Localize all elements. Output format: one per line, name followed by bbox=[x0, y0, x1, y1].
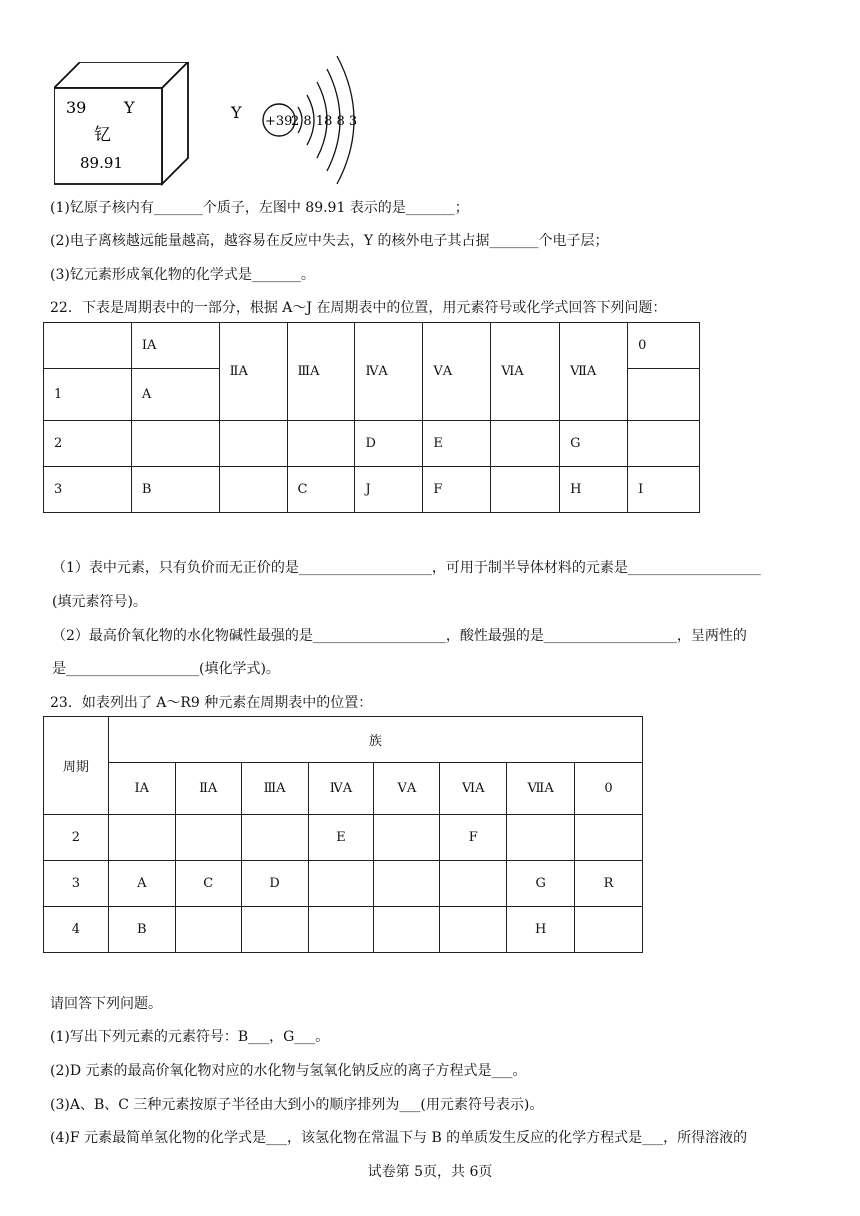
q23-intro: 请回答下列问题。 bbox=[50, 996, 162, 1012]
q23-group-label: 族 bbox=[108, 717, 642, 763]
q22-period-cell: 1 bbox=[44, 369, 132, 421]
q22-header-cell: ⅡA bbox=[219, 323, 287, 421]
q23-element-cell: A bbox=[108, 861, 175, 907]
q22-element-cell bbox=[628, 421, 700, 467]
q23-element-cell bbox=[241, 907, 308, 953]
q23-element-cell bbox=[374, 861, 440, 907]
q23-group-header: 0 bbox=[575, 763, 643, 815]
page-footer: 试卷第 5页，共 6页 bbox=[367, 1164, 493, 1180]
q22-period-cell: 2 bbox=[44, 421, 132, 467]
q23-element-cell bbox=[175, 907, 241, 953]
q23-part2: (2)D 元素的最高价氧化物对应的水化物与氢氧化钠反应的离子方程式是___。 bbox=[50, 1063, 527, 1079]
q23-element-cell bbox=[507, 815, 575, 861]
q23-period-cell: 4 bbox=[44, 907, 109, 953]
atom-symbol: Y bbox=[231, 103, 242, 122]
q22-sub1-line1: （1）表中元素，只有负价而无正价的是___________________，可用于制半导体材料的元素是___________________ bbox=[52, 560, 761, 576]
q23-element-cell: D bbox=[241, 861, 308, 907]
q23-element-cell: F bbox=[440, 815, 507, 861]
q23-element-cell bbox=[175, 815, 241, 861]
q22-element-cell bbox=[287, 421, 355, 467]
nucleus-charge: +39 bbox=[265, 114, 293, 129]
q22-header-cell: ⅠA bbox=[131, 323, 219, 369]
q23-element-cell bbox=[440, 907, 507, 953]
q23-group-header: ⅢA bbox=[241, 763, 308, 815]
q23-period-cell: 3 bbox=[44, 861, 109, 907]
q23-element-cell: G bbox=[507, 861, 575, 907]
q22-sub2-line2: 是___________________(填化学式)。 bbox=[52, 661, 280, 677]
q22-element-cell: E bbox=[423, 421, 491, 467]
q22-header-cell: 0 bbox=[628, 323, 700, 369]
q22-element-cell: F bbox=[423, 467, 491, 513]
q23-element-cell bbox=[440, 861, 507, 907]
q23-element-cell bbox=[241, 815, 308, 861]
element-card bbox=[54, 62, 194, 186]
q22-element-cell: D bbox=[355, 421, 423, 467]
q23-stem: 23．如表列出了 A～R9 种元素在周期表中的位置： bbox=[50, 695, 373, 711]
q23-element-cell: R bbox=[575, 861, 643, 907]
q22-element-cell bbox=[628, 369, 700, 421]
q23-element-cell bbox=[374, 907, 440, 953]
q23-element-cell bbox=[108, 815, 175, 861]
card-element-name: 钇 bbox=[94, 125, 111, 145]
q22-header-cell: ⅣA bbox=[355, 323, 423, 421]
q23-group-header: ⅠA bbox=[108, 763, 175, 815]
q22-element-cell: C bbox=[287, 467, 355, 513]
q23-periodic-table bbox=[43, 716, 643, 953]
card-atomic-number: 39 bbox=[66, 98, 87, 117]
q23-group-header: ⅦA bbox=[507, 763, 575, 815]
q21-part2: (2)电子离核越远能量越高，越容易在反应中失去，Y 的核外电子其占据_______个电子层； bbox=[50, 233, 609, 249]
q22-sub1-line2: (填元素符号)。 bbox=[52, 594, 147, 610]
q23-part1: (1)写出下列元素的元素符号：B___，G___。 bbox=[50, 1029, 330, 1045]
q22-element-cell bbox=[131, 421, 219, 467]
q23-element-cell: H bbox=[507, 907, 575, 953]
q22-period-cell: 3 bbox=[44, 467, 132, 513]
q22-element-cell: G bbox=[560, 421, 628, 467]
q22-element-cell: I bbox=[628, 467, 700, 513]
q23-element-cell bbox=[575, 815, 643, 861]
q23-period-label: 周期 bbox=[44, 717, 109, 815]
q22-element-cell: H bbox=[560, 467, 628, 513]
q23-element-cell bbox=[308, 907, 374, 953]
q22-header-corner bbox=[44, 323, 132, 369]
q23-group-header: ⅤA bbox=[374, 763, 440, 815]
q23-element-cell bbox=[374, 815, 440, 861]
q22-header-cell: ⅢA bbox=[287, 323, 355, 421]
electron-shells: 2 8 18 8 3 bbox=[291, 114, 358, 129]
q23-element-cell: E bbox=[308, 815, 374, 861]
q22-element-cell: J bbox=[355, 467, 423, 513]
q22-sub2-line1: （2）最高价氧化物的水化物碱性最强的是___________________，酸性最强的是___________________，呈两性的 bbox=[52, 628, 747, 644]
q22-element-cell: B bbox=[131, 467, 219, 513]
q21-part3: (3)钇元素形成氧化物的化学式是_______。 bbox=[50, 267, 315, 283]
q23-group-header: ⅡA bbox=[175, 763, 241, 815]
q22-element-cell bbox=[219, 467, 287, 513]
q22-element-cell: A bbox=[131, 369, 219, 421]
q22-header-cell: ⅤA bbox=[423, 323, 491, 421]
q22-header-cell: ⅥA bbox=[491, 323, 560, 421]
q23-group-header: ⅥA bbox=[440, 763, 507, 815]
q23-element-cell: B bbox=[108, 907, 175, 953]
q22-element-cell bbox=[491, 421, 560, 467]
q23-part3: (3)A、B、C 三种元素按原子半径由大到小的顺序排列为___(用元素符号表示)。 bbox=[50, 1097, 544, 1113]
q22-element-cell bbox=[219, 421, 287, 467]
q23-element-cell: C bbox=[175, 861, 241, 907]
card-atomic-mass: 89.91 bbox=[80, 154, 123, 172]
q23-element-cell bbox=[308, 861, 374, 907]
atomic-structure-diagram bbox=[225, 52, 375, 190]
q22-header-cell: ⅦA bbox=[560, 323, 628, 421]
q23-element-cell bbox=[575, 907, 643, 953]
q23-period-cell: 2 bbox=[44, 815, 109, 861]
q23-group-header: ⅣA bbox=[308, 763, 374, 815]
q22-element-cell bbox=[491, 467, 560, 513]
card-symbol: Y bbox=[124, 98, 135, 117]
q23-part4: (4)F 元素最简单氢化物的化学式是___，该氢化物在常温下与 B 的单质发生反应的化学方程式是___，所得溶液的 bbox=[50, 1130, 748, 1146]
q21-part1: (1)钇原子核内有_______个质子，左图中 89.91 表示的是_______； bbox=[50, 200, 469, 216]
q22-periodic-table bbox=[43, 322, 700, 513]
q22-stem: 22．下表是周期表中的一部分，根据 A～J 在周期表中的位置，用元素符号或化学式回答下列问题： bbox=[50, 300, 667, 316]
